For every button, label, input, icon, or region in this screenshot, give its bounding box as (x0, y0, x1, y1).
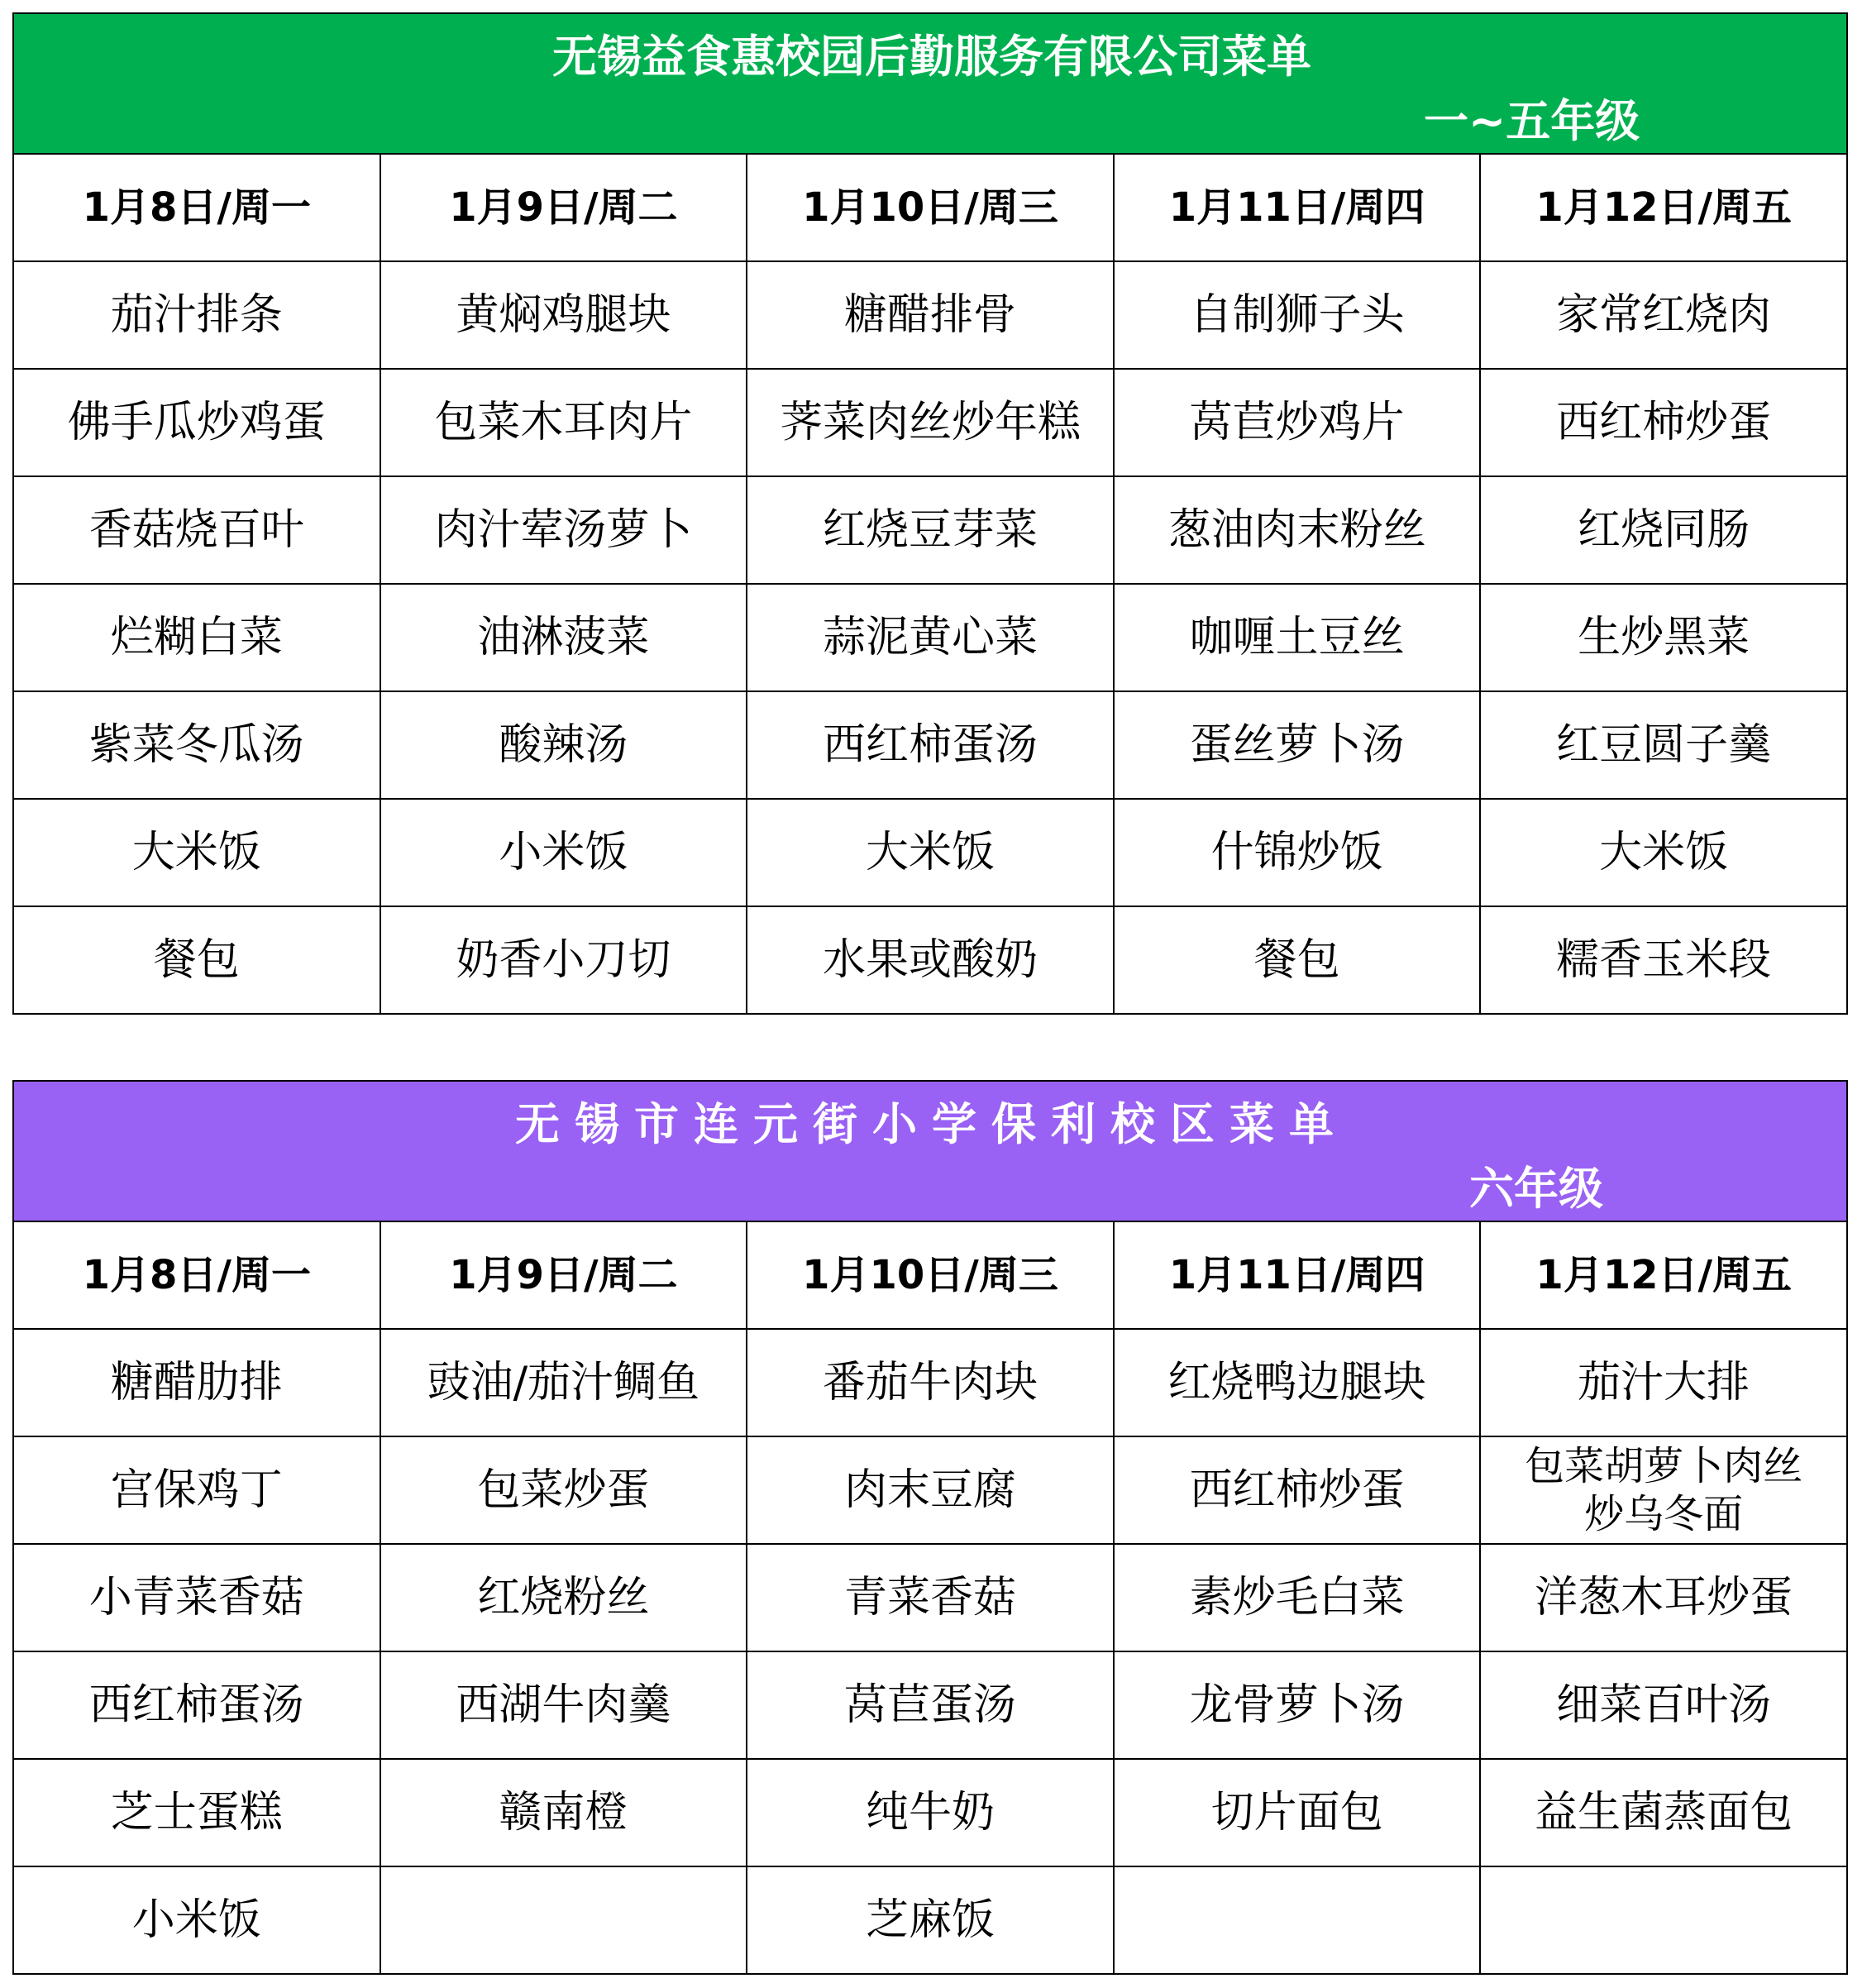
dish-cell: 西红柿蛋汤 (747, 691, 1114, 799)
dish-cell: 莴苣炒鸡片 (1114, 369, 1481, 476)
dish-cell: 红烧同肠 (1480, 476, 1847, 584)
dish-cell: 红豆圆子羹 (1480, 691, 1847, 799)
menu-title: 无锡市连元街小学保利校区菜单 (515, 1098, 1349, 1150)
dish-cell: 素炒毛白菜 (1114, 1544, 1481, 1651)
dish-cell: 水果或酸奶 (747, 906, 1114, 1014)
dish-row (13, 799, 1847, 906)
dish-row (13, 1866, 1847, 1974)
dish-cell: 肉汁荤汤萝卜 (380, 476, 747, 584)
dish-row (13, 691, 1847, 799)
dish-cell: 奶香小刀切 (380, 906, 747, 1014)
dish-cell: 糯香玉米段 (1480, 906, 1847, 1014)
date-header-row (13, 1221, 1847, 1329)
dish-cell: 黄焖鸡腿块 (380, 261, 747, 369)
dish-cell: 荠菜肉丝炒年糕 (747, 369, 1114, 476)
dish-cell (380, 1866, 747, 1974)
dish-row (13, 1651, 1847, 1759)
dish-row (13, 1436, 1847, 1544)
dish-cell: 宫保鸡丁 (13, 1436, 380, 1544)
dish-cell: 红烧鸭边腿块 (1114, 1329, 1481, 1436)
dish-cell (1480, 1436, 1847, 1544)
dish-cell: 佛手瓜炒鸡蛋 (13, 369, 380, 476)
date-header-cell: 1月8日/周一 (13, 1221, 380, 1329)
dish-cell: 龙骨萝卜汤 (1114, 1651, 1481, 1759)
grade-label: 六年级 (1469, 1163, 1603, 1215)
date-header-cell: 1月12日/周五 (1480, 1221, 1847, 1329)
dish-cell: 咖喱土豆丝 (1114, 584, 1481, 691)
menu-banner-purple (12, 1080, 1848, 1221)
dish-cell: 茄汁大排 (1480, 1329, 1847, 1436)
dish-cell: 肉末豆腐 (747, 1436, 1114, 1544)
dish-cell: 小米饭 (13, 1866, 380, 1974)
dish-cell: 香菇烧百叶 (13, 476, 380, 584)
dish-cell: 油淋菠菜 (380, 584, 747, 691)
dish-cell: 葱油肉末粉丝 (1114, 476, 1481, 584)
date-header-row (13, 154, 1847, 261)
dish-cell: 小青菜香菇 (13, 1544, 380, 1651)
dish-cell: 大米饭 (13, 799, 380, 906)
dish-cell (1114, 1866, 1481, 1974)
dish-cell: 青菜香菇 (747, 1544, 1114, 1651)
dish-cell: 西红柿蛋汤 (13, 1651, 380, 1759)
dish-cell: 小米饭 (380, 799, 747, 906)
dish-cell: 红烧豆芽菜 (747, 476, 1114, 584)
dish-cell: 芝麻饭 (747, 1866, 1114, 1974)
dish-cell: 芝士蛋糕 (13, 1759, 380, 1866)
dish-cell: 蛋丝萝卜汤 (1114, 691, 1481, 799)
dish-cell: 番茄牛肉块 (747, 1329, 1114, 1436)
menu-grades-1-5 (12, 12, 1848, 1015)
dish-row (13, 476, 1847, 584)
dish-cell-line: 炒乌冬面 (1584, 1491, 1744, 1537)
menu-table (12, 153, 1848, 1015)
dish-cell: 烂糊白菜 (13, 584, 380, 691)
dish-cell: 赣南橙 (380, 1759, 747, 1866)
dish-cell: 酸辣汤 (380, 691, 747, 799)
dish-cell (1480, 1866, 1847, 1974)
dish-cell: 切片面包 (1114, 1759, 1481, 1866)
dish-cell: 大米饭 (747, 799, 1114, 906)
dish-cell: 细菜百叶汤 (1480, 1651, 1847, 1759)
date-header-cell: 1月11日/周四 (1114, 154, 1481, 261)
dish-row (13, 1544, 1847, 1651)
dish-cell: 糖醋肋排 (13, 1329, 380, 1436)
date-header-cell: 1月9日/周二 (380, 154, 747, 261)
date-header-cell: 1月10日/周三 (747, 1221, 1114, 1329)
dish-cell: 西红柿炒蛋 (1114, 1436, 1481, 1544)
dish-cell: 洋葱木耳炒蛋 (1480, 1544, 1847, 1651)
dish-cell: 包菜木耳肉片 (380, 369, 747, 476)
dish-row (13, 261, 1847, 369)
dish-cell: 豉油/茄汁鲷鱼 (380, 1329, 747, 1436)
dish-cell: 包菜炒蛋 (380, 1436, 747, 1544)
dish-cell: 糖醋排骨 (747, 261, 1114, 369)
dish-cell: 大米饭 (1480, 799, 1847, 906)
dish-cell: 茄汁排条 (13, 261, 380, 369)
dish-row (13, 369, 1847, 476)
dish-cell: 紫菜冬瓜汤 (13, 691, 380, 799)
dish-row (13, 1329, 1847, 1436)
menu-title: 无锡益食惠校园后勤服务有限公司菜单 (552, 31, 1311, 83)
menu-table (12, 1221, 1848, 1975)
dish-cell-line: 包菜胡萝卜肉丝 (1525, 1443, 1803, 1489)
menu-grade-6 (12, 1080, 1848, 1975)
date-header-cell: 1月12日/周五 (1480, 154, 1847, 261)
dish-cell: 家常红烧肉 (1480, 261, 1847, 369)
dish-row (13, 1759, 1847, 1866)
dish-cell: 益生菌蒸面包 (1480, 1759, 1847, 1866)
dish-cell: 餐包 (1114, 906, 1481, 1014)
dish-cell: 餐包 (13, 906, 380, 1014)
date-header-cell: 1月10日/周三 (747, 154, 1114, 261)
date-header-cell: 1月11日/周四 (1114, 1221, 1481, 1329)
dish-cell: 纯牛奶 (747, 1759, 1114, 1866)
date-header-cell: 1月9日/周二 (380, 1221, 747, 1329)
dish-cell: 红烧粉丝 (380, 1544, 747, 1651)
dish-row (13, 584, 1847, 691)
date-header-cell: 1月8日/周一 (13, 154, 380, 261)
dish-cell: 自制狮子头 (1114, 261, 1481, 369)
menu-banner-green (12, 12, 1848, 153)
dish-cell: 什锦炒饭 (1114, 799, 1481, 906)
grade-label: 一~五年级 (1424, 95, 1640, 147)
dish-cell: 西红柿炒蛋 (1480, 369, 1847, 476)
dish-cell: 莴苣蛋汤 (747, 1651, 1114, 1759)
dish-cell: 蒜泥黄心菜 (747, 584, 1114, 691)
dish-row (13, 906, 1847, 1014)
dish-cell: 西湖牛肉羹 (380, 1651, 747, 1759)
dish-cell: 生炒黑菜 (1480, 584, 1847, 691)
